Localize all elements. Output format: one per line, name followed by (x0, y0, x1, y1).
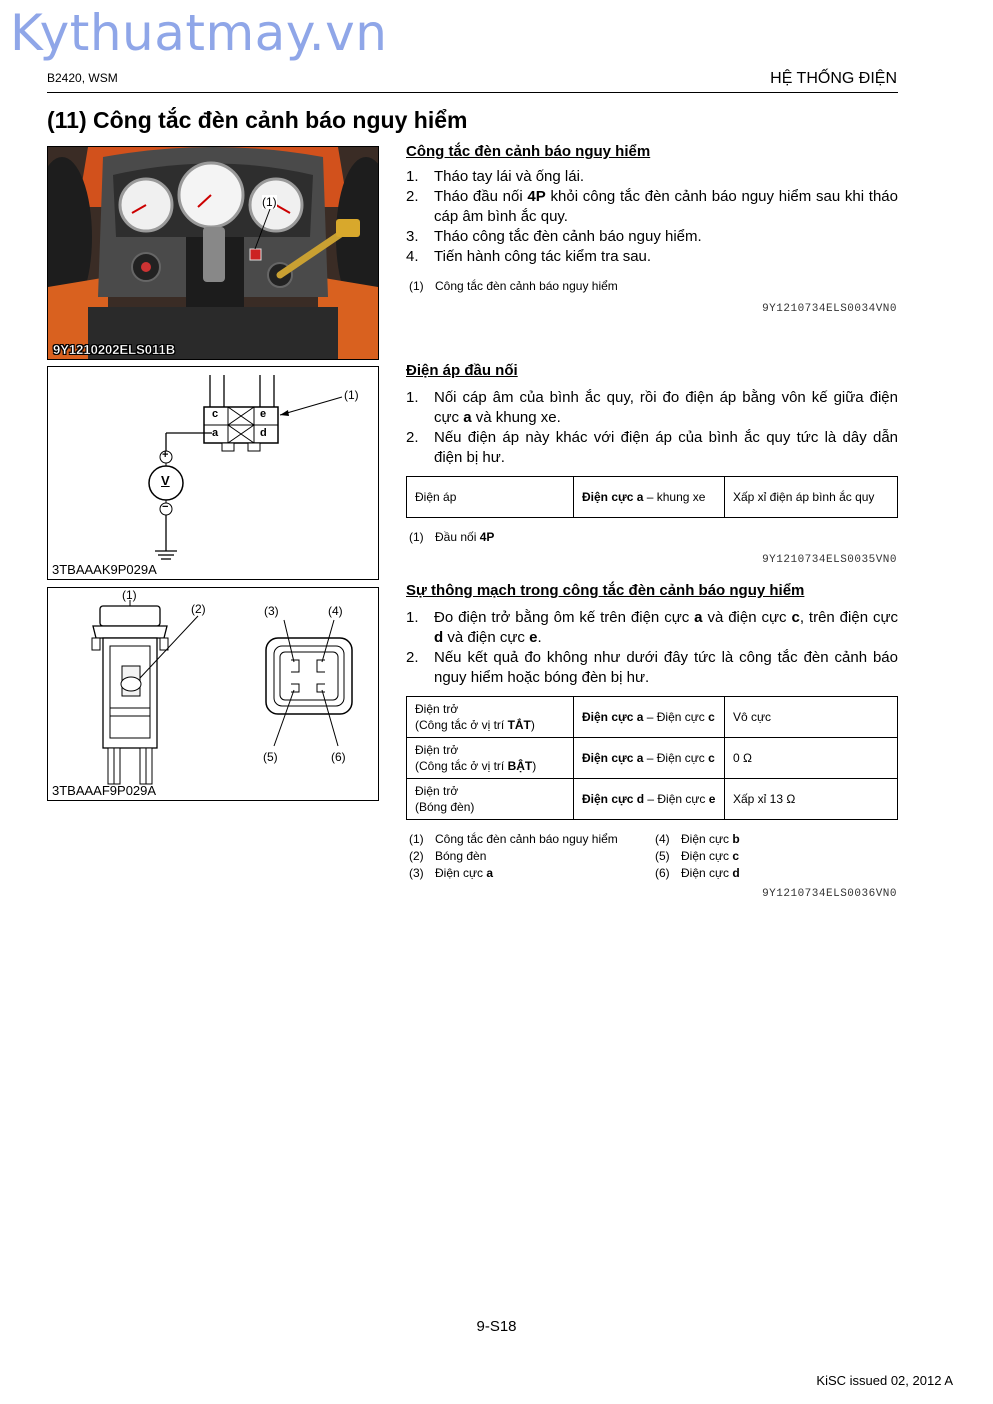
table-cell (574, 738, 725, 779)
step-text: Đo điện trở bằng ôm kế trên điện cực (434, 609, 695, 626)
legend-item (406, 529, 706, 546)
legend-number: (1) (409, 279, 424, 293)
legend-item (406, 865, 656, 882)
voltage-circuit-diagram (48, 367, 378, 579)
step-number: 2. (406, 649, 419, 666)
legend-item (406, 278, 706, 295)
step-body (434, 248, 651, 265)
cell-text: Điện trở (415, 784, 459, 798)
legend-text: Điện cực (435, 866, 487, 880)
step-item (406, 608, 898, 648)
step-text: Nếu kết quả đo không như dưới đây tức là công tắc đèn cảnh báo nguy hiểm hoặc bóng đèn bị hư. (434, 649, 898, 686)
step-text: e (529, 629, 538, 646)
switch-callout-2: (2) (191, 602, 206, 616)
legend-text: Đầu nối (435, 530, 480, 544)
terminal-e-label: e (260, 408, 267, 420)
legend-number: (4) (655, 832, 670, 846)
issue-note: KiSC issued 02, 2012 A (816, 1373, 953, 1388)
cell-text: 0 Ω (733, 751, 752, 765)
cell-text: ) (532, 759, 537, 773)
sec3-title: Sự thông mạch trong công tắc đèn cảnh báo nguy hiểm (406, 582, 805, 599)
header-model: B2420, WSM (47, 71, 118, 85)
legend-item (406, 831, 656, 848)
step-body (434, 389, 898, 426)
cell-text: – Điện cực (644, 792, 709, 806)
sec1-title: Công tắc đèn cảnh báo nguy hiểm (406, 143, 651, 160)
cell-text: c (708, 710, 715, 724)
terminal-a-label: a (212, 427, 219, 439)
photo-figure-code: 9Y1210202ELS011B (53, 342, 176, 357)
step-text: a (694, 609, 703, 626)
sec3-steps (406, 608, 898, 688)
table-cell (725, 779, 898, 820)
step-number: 1. (406, 168, 419, 185)
step-text: d (434, 629, 444, 646)
cell-text: c (708, 751, 715, 765)
watermark: Kythuatmay.vn (10, 4, 388, 62)
sec3-resistance-table (406, 696, 898, 820)
table-row (407, 697, 898, 738)
circuit-figure-code: 3TBAAAK9P029A (52, 562, 157, 577)
switch-callout-4: (4) (328, 604, 343, 618)
table-cell (725, 738, 898, 779)
legend-text: b (732, 832, 740, 846)
legend-text: Bóng đèn (435, 849, 487, 863)
step-text: a (463, 409, 472, 426)
sec2-legend (406, 529, 706, 546)
step-body (434, 168, 584, 185)
step-text: khỏi công tắc đèn cảnh báo nguy hiểm sau khi tháo cáp âm bình ắc quy. (434, 188, 898, 225)
cell-text: (Công tắc ở vị trí (415, 759, 508, 773)
legend-text: Công tắc đèn cảnh báo nguy hiểm (435, 279, 618, 293)
legend-number: (1) (409, 530, 424, 544)
sec3-legend-left (406, 831, 656, 882)
legend-number: (1) (409, 832, 424, 846)
dashboard-photo-figure (47, 146, 379, 360)
terminal-d-label: d (260, 427, 267, 439)
legend-text: c (732, 849, 740, 863)
switch-callout-3: (3) (264, 604, 279, 618)
legend-number: (2) (409, 849, 424, 863)
dashboard-photo-illustration (48, 147, 378, 359)
sec3-legend-right (652, 831, 852, 882)
table-cell (407, 697, 574, 738)
meter-minus: − (162, 501, 169, 513)
cell-text: ) (530, 718, 535, 732)
legend-text: d (732, 866, 740, 880)
step-body (434, 609, 898, 646)
table-cell (574, 477, 725, 518)
cell-text: Điện cực a (582, 710, 644, 724)
connector-voltage-figure (47, 366, 379, 580)
step-text: c (791, 609, 800, 626)
sec2-voltage-table (406, 476, 898, 518)
step-body (434, 649, 898, 686)
switch-continuity-figure (47, 587, 379, 801)
switch-callout-6: (6) (331, 750, 346, 764)
cell-text: e (708, 792, 716, 806)
table-cell (574, 697, 725, 738)
step-body (434, 188, 898, 225)
step-text: Tháo đầu nối (434, 188, 528, 205)
voltmeter-symbol: V (161, 473, 170, 488)
sec1-steps (406, 167, 898, 267)
cell-text: TẮT (507, 718, 531, 732)
header-rule (47, 92, 898, 93)
legend-item (652, 831, 852, 848)
table-row (407, 779, 898, 820)
switch-figure-code: 3TBAAAF9P029A (52, 783, 157, 798)
step-text: và điện cực (443, 629, 530, 646)
step-item (406, 167, 898, 187)
step-item (406, 388, 898, 428)
table-cell (407, 779, 574, 820)
meter-plus: + (162, 449, 169, 461)
switch-callout-1: (1) (122, 588, 137, 602)
step-text: Nếu điện áp này khác với điện áp của bình ắc quy tức là dây dẫn điện bị hư. (434, 429, 898, 466)
step-number: 2. (406, 429, 419, 446)
legend-text: Công tắc đèn cảnh báo nguy hiểm (435, 832, 618, 846)
cell-text: (Bóng đèn) (415, 800, 475, 814)
page-number: 9-S18 (476, 1318, 517, 1335)
step-text: Nối cáp âm của bình ắc quy, rồi đo điện áp bằng vôn kế giữa điện cực (434, 389, 898, 426)
switch-callout-5: (5) (263, 750, 278, 764)
cell-text: Điện áp (415, 490, 457, 504)
sec2-title: Điện áp đầu nối (406, 362, 518, 379)
sec3-ref-code: 9Y1210734ELS0036VN0 (762, 888, 897, 900)
legend-item (406, 848, 656, 865)
step-item (406, 648, 898, 688)
cell-text: (Công tắc ở vị trí (415, 718, 508, 732)
legend-number: (5) (655, 849, 670, 863)
cell-text: Điện cực a (582, 751, 644, 765)
cell-text: BẬT (507, 759, 533, 773)
step-number: 1. (406, 609, 419, 626)
legend-number: (3) (409, 866, 424, 880)
sec1-ref-code: 9Y1210734ELS0034VN0 (762, 303, 897, 315)
photo-callout-1: (1) (262, 195, 277, 209)
step-item (406, 428, 898, 468)
step-item (406, 227, 898, 247)
sec2-steps (406, 388, 898, 468)
cell-text: Xấp xỉ điện áp bình ắc quy (733, 490, 875, 504)
legend-item (652, 848, 852, 865)
step-text: Tiến hành công tác kiểm tra sau. (434, 248, 652, 265)
table-row (407, 477, 898, 518)
step-text: , trên điện cực (799, 609, 899, 626)
step-number: 4. (406, 248, 419, 265)
circuit-callout-1: (1) (344, 388, 359, 402)
table-cell (574, 779, 725, 820)
cell-text: Điện cực d (582, 792, 645, 806)
cell-text: – Điện cực (643, 751, 709, 765)
step-body (434, 228, 702, 245)
table-cell (407, 477, 574, 518)
cell-text: Điện cực a (582, 490, 644, 504)
legend-number: (6) (655, 866, 670, 880)
step-text: . (537, 629, 542, 646)
step-item (406, 187, 898, 227)
legend-text: Điện cực (681, 832, 733, 846)
table-row (407, 738, 898, 779)
step-text: Tháo công tắc đèn cảnh báo nguy hiểm. (434, 228, 702, 245)
step-text: Tháo tay lái và ống lái. (434, 168, 585, 185)
cell-text: Xấp xỉ 13 Ω (733, 792, 796, 806)
table-cell (725, 697, 898, 738)
step-number: 1. (406, 389, 419, 406)
legend-item (652, 865, 852, 882)
table-cell (407, 738, 574, 779)
legend-text: a (486, 866, 494, 880)
cell-text: Điện trở (415, 702, 459, 716)
header-chapter: HỆ THỐNG ĐIỆN (770, 70, 897, 87)
table-cell (725, 477, 898, 518)
step-text: và khung xe. (471, 409, 561, 426)
cell-text: Điện trở (415, 743, 459, 757)
sec1-legend (406, 278, 706, 295)
sec2-ref-code: 9Y1210734ELS0035VN0 (762, 554, 897, 566)
cell-text: – khung xe (643, 490, 706, 504)
legend-text: Điện cực (681, 849, 733, 863)
step-number: 3. (406, 228, 419, 245)
terminal-c-label: c (212, 408, 219, 420)
step-body (434, 429, 898, 466)
cell-text: Vô cực (733, 710, 772, 724)
section-title: (11) Công tắc đèn cảnh báo nguy hiểm (47, 107, 468, 133)
step-text: và điện cực (702, 609, 792, 626)
step-text: 4P (527, 188, 546, 205)
step-number: 2. (406, 188, 419, 205)
legend-text: 4P (479, 530, 495, 544)
switch-cross-section-diagram (48, 588, 378, 800)
legend-text: Điện cực (681, 866, 733, 880)
step-item (406, 247, 898, 267)
cell-text: – Điện cực (643, 710, 709, 724)
